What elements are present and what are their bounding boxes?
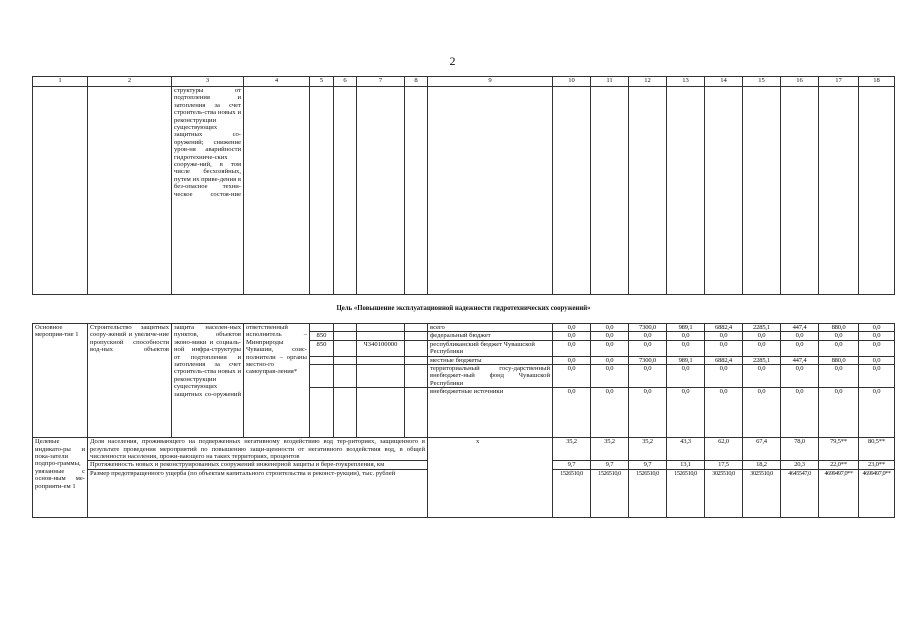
col-num: 9 [428,77,553,87]
value-cell: 0,0 [629,340,667,356]
value-cell: 0,0 [781,388,819,438]
task-description: структуры от подтопления и затопления за счет строитель-ства новых и реконструкции существующих защитных со-оружений; снижение уров-ня аварийности гидротехниче-ских сооруже-ний, в том числе бесхозяйных, путем их приве-дения в без-опасное техни-ческое состоя-ние [172,87,244,295]
funding-source: федеральный бюджет [428,332,553,340]
value-cell: 0,0 [819,365,859,388]
value-cell: 2285,1 [743,324,781,332]
value-cell: 0,0 [705,388,743,438]
value-cell: 0,0 [819,388,859,438]
value-cell: 1526510,0 [629,469,667,517]
value-cell: 9,7 [553,461,591,469]
value-cell: 9,7 [591,461,629,469]
value-cell: 0,0 [553,365,591,388]
value-cell: 20,3 [781,461,819,469]
value-cell: 35,2 [591,438,629,461]
value-cell: 989,1 [667,356,705,364]
value-cell: 0,0 [705,340,743,356]
value-cell: 447,4 [781,324,819,332]
col-num: 16 [781,77,819,87]
budget-code: 850 [310,340,334,356]
indicator-text: Доля населения, проживающего на подверженных негативному воздействию вод тер-риториях, защищенного в результате проведения мероприятий по повышению защи-щенности от негативного воздействия вод, в общей численности населения, прожи-вающего на таких территориях, процентов [88,438,428,461]
goal-row [33,295,895,324]
value-cell: 1526510,0 [667,469,705,517]
value-cell: 0,0 [781,340,819,356]
target-code [357,324,405,332]
value-cell: 0,0 [859,388,895,438]
value-cell: 0,0 [667,340,705,356]
col-num: 10 [553,77,591,87]
value-cell: 0,0 [667,332,705,340]
col-num: 5 [310,77,334,87]
indicators-label: Целевые индикато-ры и пока-затели подпро-граммы, увязанные с основ-ным ме-роприяти-ем 1 [33,438,88,518]
value-cell: 989,1 [667,324,705,332]
value-cell: 0,0 [743,340,781,356]
value-cell: 0,0 [591,388,629,438]
budget-code: 850 [310,332,334,340]
col-num: 7 [357,77,405,87]
col-num: 8 [405,77,428,87]
program-table [32,76,895,518]
value-cell: 0,0 [819,332,859,340]
indicator-text: Размер предотвращенного ущерба (по объектам капитального строительства и реконст-рукции), тыс. рублей [88,469,428,517]
value-cell: 9,7 [629,461,667,469]
value-cell: 0,0 [553,340,591,356]
value-cell: 0,0 [629,365,667,388]
value-cell: 13,1 [667,461,705,469]
indicator-row [33,438,895,461]
value-cell: 0,0 [591,340,629,356]
value-cell: 0,0 [781,332,819,340]
value-cell: 0,0 [743,388,781,438]
col-num: 14 [705,77,743,87]
event-name: Строительство защитных соору-жений и увеличе-ние пропускной способности вод-ных объектов [88,324,172,438]
event-purpose: защита населен-ных пунктов, объектов эконо-мики и социаль-ной инфра-структуры от подтопления и затопления за счет строитель-ства новых и реконструкции существующих защитных со-оружений [172,324,244,438]
col-num: 1 [33,77,88,87]
value-cell: 447,4 [781,356,819,364]
value-cell: 0,0 [859,340,895,356]
event-row-total [33,324,895,332]
value-cell: 35,2 [629,438,667,461]
value-cell: 6882,4 [705,356,743,364]
value-cell: 4645547,0 [781,469,819,517]
value-cell: 0,0 [667,388,705,438]
target-code [357,365,405,388]
budget-code [310,324,334,332]
value-cell: 0,0 [591,356,629,364]
value-cell: 2285,1 [743,356,781,364]
value-cell: 62,0 [705,438,743,461]
value-cell: 0,0 [859,332,895,340]
col-num: 4 [244,77,310,87]
value-cell: 4699497,0** [819,469,859,517]
value-cell: 0,0 [553,356,591,364]
value-cell: 4699497,0** [859,469,895,517]
value-cell: 18,2 [743,461,781,469]
value-cell: 0,0 [705,365,743,388]
value-cell: 880,0 [819,356,859,364]
col-num: 11 [591,77,629,87]
value-cell: 3025510,0 [743,469,781,517]
value-cell: 0,0 [591,324,629,332]
indicator-text: Протяженность новых и реконструированных сооружений инженерной защиты и бере-гоукрепления, км [88,461,428,469]
page-number: 2 [449,54,456,68]
col-num: 2 [88,77,172,87]
value-cell: 79,5** [819,438,859,461]
continuation-row [33,87,895,295]
value-cell: 0,0 [553,388,591,438]
value-cell: 0,0 [591,365,629,388]
col-num: 17 [819,77,859,87]
value-cell: 80,5** [859,438,895,461]
value-cell: 35,2 [553,438,591,461]
budget-code [310,388,334,438]
event-label: Основное мероприя-тие 1 [33,324,88,438]
col-num: 15 [743,77,781,87]
col-num: 13 [667,77,705,87]
value-cell: 7300,0 [629,356,667,364]
value-cell: 0,0 [859,324,895,332]
column-number-row [33,77,895,87]
budget-code [310,365,334,388]
value-cell: 0,0 [591,332,629,340]
goal-heading: Цель «Повышение эксплуатационной надежности гидротехнических сооружений» [33,295,895,324]
value-cell: 0,0 [743,332,781,340]
target-code [357,356,405,364]
not-applicable-mark: х [428,438,553,518]
value-cell: 0,0 [553,332,591,340]
value-cell: 78,0 [781,438,819,461]
col-num: 3 [172,77,244,87]
funding-source: внебюджетные источники [428,388,553,438]
value-cell: 1526510,0 [591,469,629,517]
value-cell: 0,0 [629,388,667,438]
col-num: 18 [859,77,895,87]
value-cell: 6882,4 [705,324,743,332]
value-cell: 23,0** [859,461,895,469]
value-cell: 0,0 [705,332,743,340]
value-cell: 67,4 [743,438,781,461]
value-cell: 22,0** [819,461,859,469]
value-cell: 0,0 [819,340,859,356]
value-cell: 43,3 [667,438,705,461]
value-cell: 0,0 [553,324,591,332]
value-cell: 0,0 [859,356,895,364]
value-cell: 0,0 [667,365,705,388]
value-cell: 7300,0 [629,324,667,332]
value-cell: 0,0 [629,332,667,340]
value-cell: 0,0 [859,365,895,388]
value-cell: 880,0 [819,324,859,332]
funding-source: республиканский бюджет Чувашской Республики [428,340,553,356]
value-cell: 0,0 [743,365,781,388]
value-cell: 17,5 [705,461,743,469]
value-cell: 3025510,0 [705,469,743,517]
col-num: 6 [334,77,357,87]
target-code: Ч340100000 [357,340,405,356]
budget-code [310,356,334,364]
funding-source: всего [428,324,553,332]
value-cell: 1526510,0 [553,469,591,517]
col-num: 12 [629,77,667,87]
funding-source: территориальный госу-дарственный внебюджет-ный фонд Чувашской Республики [428,365,553,388]
target-code [357,332,405,340]
event-executor: ответственный исполнитель – Минприроды Чувашии, соис-полнители – органы местно-го самоуправ-ления* [244,324,310,438]
value-cell: 0,0 [781,365,819,388]
target-code [357,388,405,438]
funding-source: местные бюджеты [428,356,553,364]
